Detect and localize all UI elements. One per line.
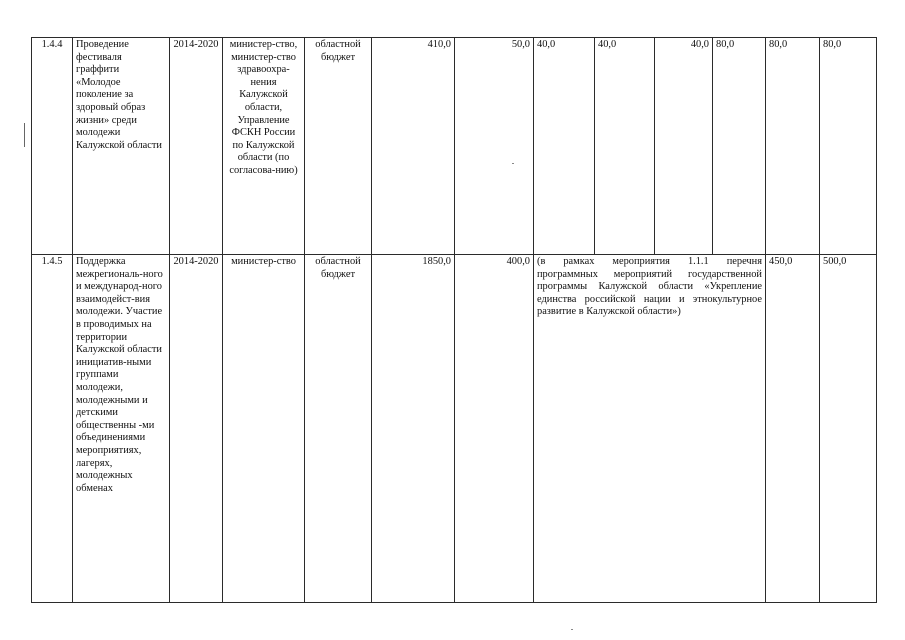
amount-2015: 40,0 xyxy=(534,38,595,255)
measure-executor: министер-ство xyxy=(223,255,305,603)
amount-2019: 500,0 xyxy=(820,255,877,603)
total-amount: 1850,0 xyxy=(372,255,455,603)
amount-2017: 40,0 xyxy=(655,38,713,255)
measure-years: 2014-2020 xyxy=(170,255,223,603)
measure-code: 1.4.4 xyxy=(32,38,73,255)
funding-source: областной бюджет xyxy=(305,255,372,603)
scan-edge-mark xyxy=(24,123,25,147)
program-measures-table xyxy=(31,37,877,603)
amount-2014: 50,0 xyxy=(455,38,534,255)
table-row xyxy=(32,38,877,255)
amount-2018: 80,0 xyxy=(713,38,766,255)
measure-executor: министер-ство, министер-ство здравоохра-нения Калужской области, Управление ФСКН России по Калужской области (по согласова-нию) xyxy=(223,38,305,255)
funding-note: (в рамках мероприятия 1.1.1 перечня программных мероприятий государственной программы Калужской области «Укрепление единства российской нации и этнокультурное развитие в Калужской области») xyxy=(534,255,766,603)
amount-2018: 450,0 xyxy=(766,255,820,603)
measure-code: 1.4.5 xyxy=(32,255,73,603)
amount-2014: 400,0 xyxy=(455,255,534,603)
scan-speck xyxy=(571,629,573,630)
funding-source: областной бюджет xyxy=(305,38,372,255)
measure-name: Проведение фестиваля граффити «Молодое поколение за здоровый образ жизни» среди молодежи Калужской области xyxy=(73,38,170,255)
amount-2016: 40,0 xyxy=(595,38,655,255)
amount-2020: 80,0 xyxy=(820,38,877,255)
total-amount: 410,0 xyxy=(372,38,455,255)
amount-2019: 80,0 xyxy=(766,38,820,255)
measure-name: Поддержка межрегиональ-ного и международ-ного взаимодейст-вия молодежи. Участие в проводимых на территории Калужской области инициатив-ными группами молодежи, молодежными и детскими общественны -ми объединениями мероприятиях, лагерях, молодежных обменах xyxy=(73,255,170,603)
table-row xyxy=(32,255,877,603)
measure-years: 2014-2020 xyxy=(170,38,223,255)
